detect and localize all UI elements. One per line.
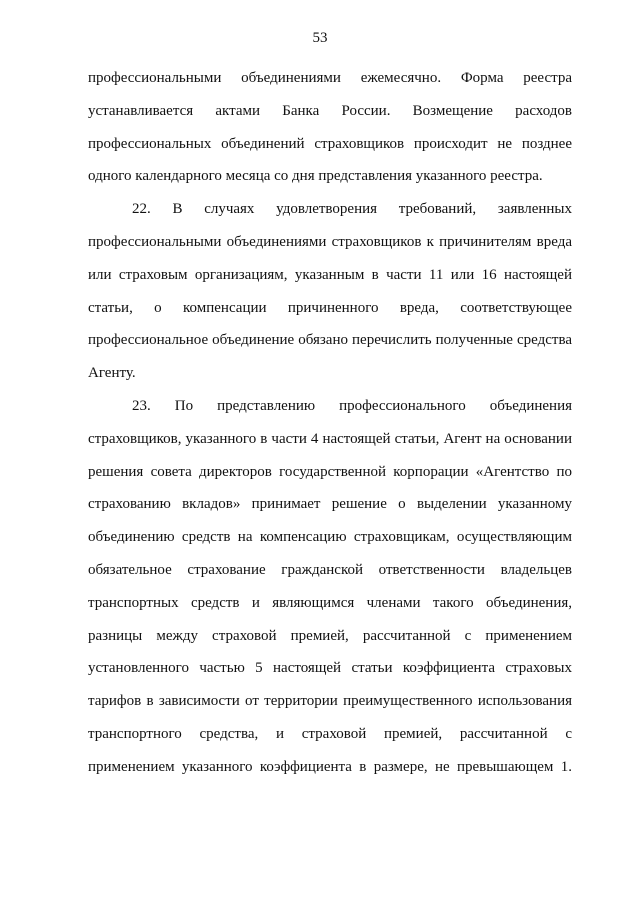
text-line: статьи, о компенсации причиненного вреда, соответствующее	[88, 299, 572, 316]
text-line: или страховым организациям, указанным в части 11 или 16 настоящей	[88, 266, 572, 283]
text-line: обязательное страхование гражданской ответственности владельцев	[88, 561, 572, 578]
text-line: профессиональное объединение обязано перечислить полученные средства	[88, 332, 572, 349]
paragraph-22	[88, 193, 572, 390]
document-body	[88, 62, 572, 784]
text-line: профессиональных объединений страховщиков происходит не позднее	[88, 135, 572, 152]
text-line: применением указанного коэффициента в размере, не превышающем 1.	[88, 758, 572, 775]
text-line: 22. В случаях удовлетворения требований, заявленных	[132, 201, 572, 218]
text-line: страхованию вкладов» принимает решение о выделении указанному	[88, 496, 572, 513]
text-line: устанавливается актами Банка России. Возмещение расходов	[88, 102, 572, 119]
text-line: транспортных средств и являющимся членами такого объединения,	[88, 594, 572, 611]
text-line: 23. По представлению профессионального объединения	[132, 397, 572, 414]
paragraph-23	[88, 390, 572, 784]
text-line: тарифов в зависимости от территории преимущественного использования	[88, 693, 572, 710]
text-line: профессиональными объединениями ежемесячно. Форма реестра	[88, 70, 572, 86]
text-line: разницы между страховой премией, рассчитанной с применением	[88, 627, 572, 644]
text-line: страховщиков, указанного в части 4 настоящей статьи, Агент на основании	[88, 430, 572, 447]
paragraph-continuation	[88, 62, 572, 193]
page-number: 53	[312, 30, 328, 46]
text-line: установленного частью 5 настоящей статьи коэффициента страховых	[88, 660, 572, 677]
text-line: объединению средств на компенсацию страховщикам, осуществляющим	[88, 529, 572, 546]
text-line: решения совета директоров государственной корпорации «Агентство по	[88, 463, 572, 480]
text-line: профессиональными объединениями страховщиков к причинителям вреда	[88, 233, 572, 250]
text-line: транспортного средства, и страховой премией, рассчитанной с	[88, 725, 572, 742]
text-line: одного календарного месяца со дня представления указанного реестра.	[88, 168, 543, 185]
text-line: Агенту.	[88, 365, 136, 382]
